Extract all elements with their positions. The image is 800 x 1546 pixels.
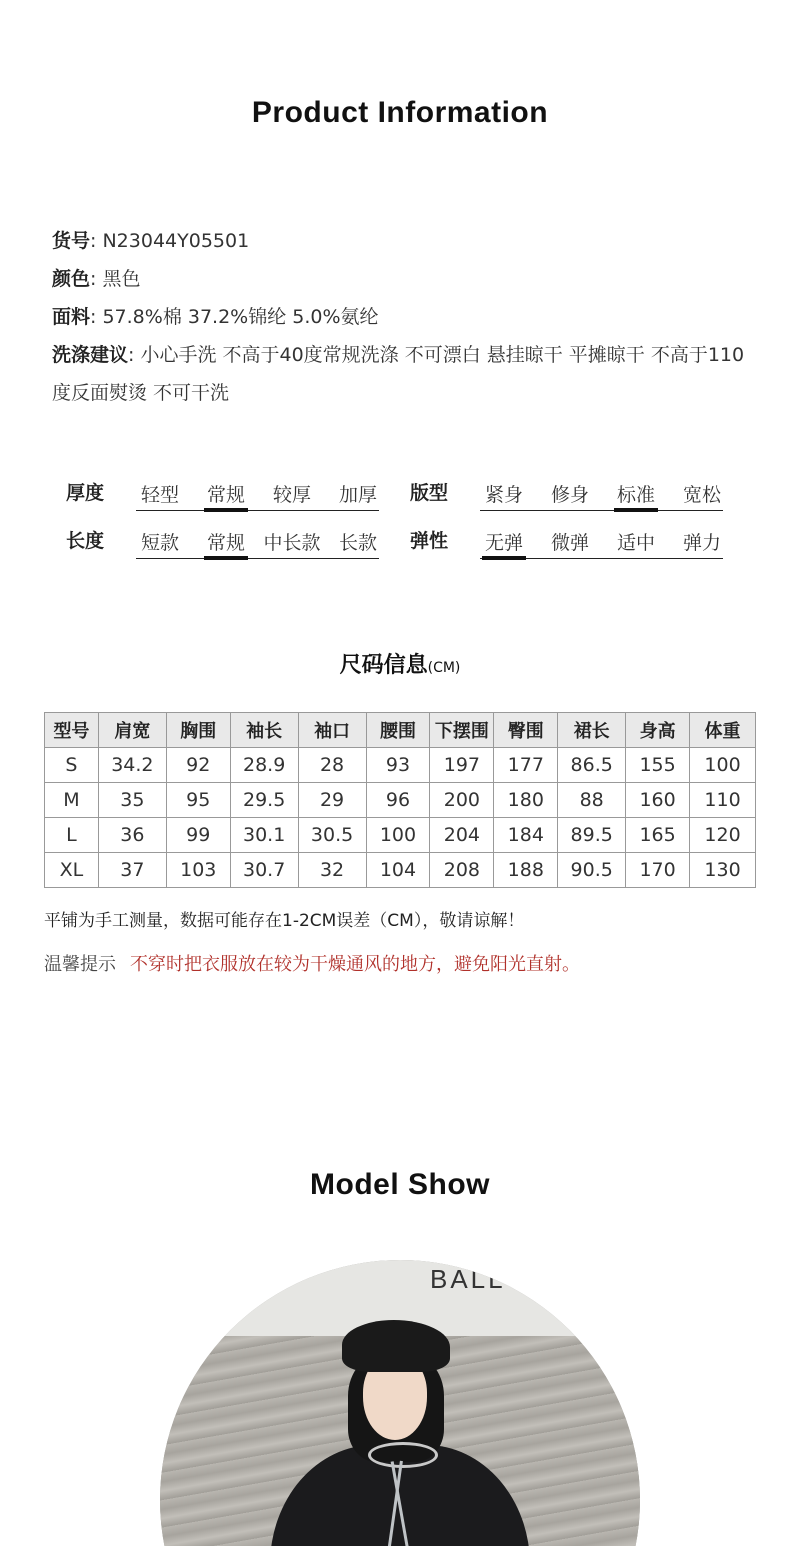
care-tip — [44, 950, 580, 976]
size-table — [44, 712, 756, 888]
length-option: 中长款 — [263, 532, 321, 554]
care-tip-label: 温馨提示 — [44, 954, 116, 975]
attribute-scales — [0, 470, 800, 570]
product-info-block — [52, 222, 757, 412]
size-cell: 177 — [494, 748, 558, 783]
size-cell: 200 — [430, 783, 494, 818]
size-header-cell: 臀围 — [494, 713, 558, 748]
size-cell: S — [45, 748, 99, 783]
size-cell: 155 — [626, 748, 690, 783]
size-header-cell: 肩宽 — [98, 713, 166, 748]
length-option: 长款 — [338, 532, 377, 554]
size-cell: M — [45, 783, 99, 818]
size-cell: 110 — [690, 783, 756, 818]
size-cell: 35 — [98, 783, 166, 818]
size-cell: 30.7 — [230, 853, 298, 888]
color-row: 颜色: 黑色 — [52, 268, 141, 290]
size-unit: (CM) — [427, 660, 461, 676]
size-cell: 204 — [430, 818, 494, 853]
thickness-option: 常规 — [206, 484, 245, 506]
stretch-selected-marker — [482, 556, 526, 560]
size-cell: 160 — [626, 783, 690, 818]
model-show-title: Model Show — [310, 1168, 490, 1201]
size-header-cell: 胸围 — [166, 713, 230, 748]
size-cell: XL — [45, 853, 99, 888]
fabric-row: 面料: 57.8%棉 37.2%锦纶 5.0%氨纶 — [52, 306, 379, 328]
size-cell: 104 — [366, 853, 430, 888]
table-row — [45, 783, 756, 818]
fit-scale-line — [480, 510, 723, 511]
model-photo — [160, 1260, 640, 1546]
thickness-option: 加厚 — [338, 484, 377, 506]
size-header-cell: 型号 — [45, 713, 99, 748]
size-header-cell: 裙长 — [558, 713, 626, 748]
length-option: 短款 — [140, 532, 179, 554]
size-header-cell: 身高 — [626, 713, 690, 748]
size-header-cell: 袖口 — [298, 713, 366, 748]
size-header-cell: 下摆围 — [430, 713, 494, 748]
size-table-header-row — [45, 713, 756, 748]
fit-option: 紧身 — [484, 484, 523, 506]
thickness-selected-marker — [204, 508, 248, 512]
care-tip-text: 不穿时把衣服放在较为干燥通风的地方，避免阳光直射。 — [130, 954, 580, 975]
size-cell: 96 — [366, 783, 430, 818]
stretch-option: 弹力 — [682, 532, 721, 554]
table-row — [45, 818, 756, 853]
stretch-option: 适中 — [616, 532, 655, 554]
size-cell: 28.9 — [230, 748, 298, 783]
thickness-scale-line — [136, 510, 379, 511]
size-cell: 100 — [366, 818, 430, 853]
size-cell: 188 — [494, 853, 558, 888]
size-cell: 86.5 — [558, 748, 626, 783]
sku-label: 货号 — [52, 230, 91, 252]
size-header-cell: 体重 — [690, 713, 756, 748]
size-cell: 30.5 — [298, 818, 366, 853]
fit-selected-marker — [614, 508, 658, 512]
sku-row: 货号: N23044Y05501 — [52, 230, 250, 252]
size-cell: 130 — [690, 853, 756, 888]
size-title-text: 尺码信息 — [339, 653, 428, 678]
size-cell: 88 — [558, 783, 626, 818]
thickness-label: 厚度 — [66, 482, 105, 504]
size-cell: 34.2 — [98, 748, 166, 783]
fabric-label: 面料 — [52, 306, 91, 328]
size-cell: 89.5 — [558, 818, 626, 853]
size-cell: 28 — [298, 748, 366, 783]
color-value: 黑色 — [102, 268, 141, 290]
size-cell: 184 — [494, 818, 558, 853]
size-cell: 103 — [166, 853, 230, 888]
stretch-option: 微弹 — [550, 532, 589, 554]
color-label: 颜色 — [52, 268, 91, 290]
size-cell: 90.5 — [558, 853, 626, 888]
size-cell: L — [45, 818, 99, 853]
size-info-title — [0, 648, 800, 679]
care-value: 小心手洗 不高于40度常规洗涤 不可漂白 悬挂晾干 平摊晾干 不高于110度反面熨烫 不可干洗 — [52, 344, 745, 404]
size-cell: 170 — [626, 853, 690, 888]
care-row: 洗涤建议: 小心手洗 不高于40度常规洗涤 不可漂白 悬挂晾干 平摊晾干 不高于110度反面熨烫 不可干洗 — [52, 344, 745, 404]
size-header-cell: 腰围 — [366, 713, 430, 748]
product-information-title: Product Information — [251, 96, 549, 129]
size-cell: 37 — [98, 853, 166, 888]
photo-model-beret — [342, 1320, 450, 1372]
thickness-option: 轻型 — [140, 484, 179, 506]
measurement-note: 平铺为手工测量，数据可能存在1-2CM误差（CM），敬请谅解！ — [44, 911, 525, 931]
size-cell: 208 — [430, 853, 494, 888]
fit-option: 宽松 — [682, 484, 721, 506]
stretch-label: 弹性 — [410, 530, 449, 552]
thickness-option: 较厚 — [272, 484, 311, 506]
size-cell: 29.5 — [230, 783, 298, 818]
size-cell: 92 — [166, 748, 230, 783]
size-cell: 95 — [166, 783, 230, 818]
photo-model-bow — [368, 1442, 438, 1468]
size-cell: 165 — [626, 818, 690, 853]
size-cell: 32 — [298, 853, 366, 888]
photo-wall-text: BALL — [430, 1264, 506, 1294]
size-header-cell: 袖长 — [230, 713, 298, 748]
stretch-option: 无弹 — [484, 532, 523, 554]
size-cell: 93 — [366, 748, 430, 783]
size-cell: 197 — [430, 748, 494, 783]
care-label: 洗涤建议 — [52, 344, 129, 366]
sku-value: N23044Y05501 — [102, 230, 250, 252]
fit-label: 版型 — [410, 482, 449, 504]
size-cell: 29 — [298, 783, 366, 818]
size-cell: 100 — [690, 748, 756, 783]
size-cell: 120 — [690, 818, 756, 853]
size-cell: 180 — [494, 783, 558, 818]
length-scale-line — [136, 558, 379, 559]
size-cell: 36 — [98, 818, 166, 853]
size-cell: 99 — [166, 818, 230, 853]
length-selected-marker — [204, 556, 248, 560]
size-cell: 30.1 — [230, 818, 298, 853]
table-row — [45, 748, 756, 783]
table-row — [45, 853, 756, 888]
length-option: 常规 — [206, 532, 245, 554]
length-label: 长度 — [66, 530, 105, 552]
fit-option: 标准 — [616, 484, 655, 506]
fit-option: 修身 — [550, 484, 589, 506]
fabric-value: 57.8%棉 37.2%锦纶 5.0%氨纶 — [102, 306, 379, 328]
